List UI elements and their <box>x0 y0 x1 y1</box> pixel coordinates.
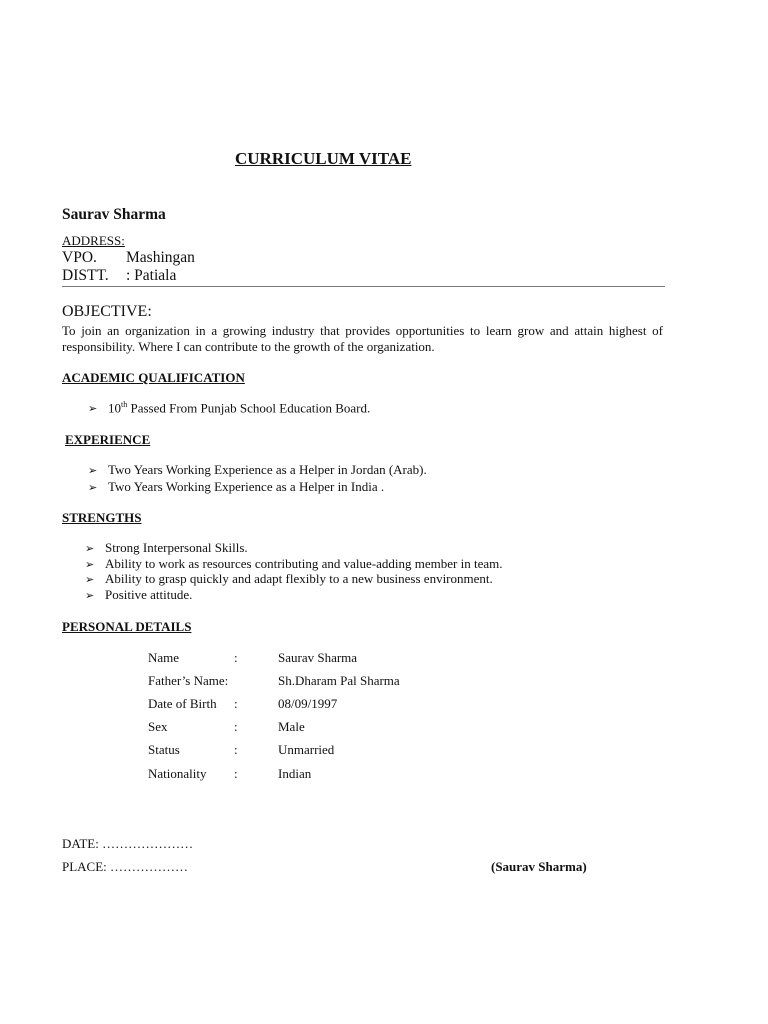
experience-heading: EXPERIENCE <box>65 432 151 447</box>
strength-item: ➢ Ability to work as resources contributing and value-adding member in team. <box>85 556 503 571</box>
bullet-arrow-icon: ➢ <box>85 543 95 555</box>
address-label: ADDRESS: <box>62 233 125 248</box>
academic-heading: ACADEMIC QUALIFICATION <box>62 370 245 385</box>
signature-name: (Saurav Sharma) <box>491 859 587 874</box>
address-line-distt <box>62 267 176 285</box>
objective-text: To join an organization in a growing industry that provides opportunities to learn grow and attain highest of responsibility. Where I can contribute to the growth of the organization. <box>62 323 663 354</box>
personal-value: Sh.Dharam Pal Sharma <box>278 673 400 688</box>
bullet-arrow-icon: ➢ <box>88 465 98 477</box>
personal-key: Father’s Name: <box>148 673 229 688</box>
horizontal-divider <box>62 286 665 287</box>
personal-value: Saurav Sharma <box>278 650 358 665</box>
strength-item: ➢ Ability to grasp quickly and adapt flexibly to a new business environment. <box>85 571 493 586</box>
personal-colon: : <box>234 766 238 781</box>
bullet-arrow-icon: ➢ <box>85 559 95 571</box>
personal-colon: : <box>234 696 238 711</box>
personal-key: Nationality <box>148 766 207 781</box>
address-value: : Patiala <box>126 267 177 284</box>
experience-item: ➢ Two Years Working Experience as a Helper in Jordan (Arab). <box>88 462 427 477</box>
document-title: CURRICULUM VITAE <box>235 149 412 168</box>
personal-key: Sex <box>148 719 168 734</box>
bullet-arrow-icon: ➢ <box>85 590 95 602</box>
address-key: DISTT. <box>62 267 109 284</box>
experience-item: ➢ Two Years Working Experience as a Helper in India . <box>88 479 385 494</box>
personal-colon: : <box>234 650 238 665</box>
objective-heading: OBJECTIVE: <box>62 303 152 320</box>
bullet-arrow-icon: ➢ <box>85 574 95 586</box>
personal-key: Status <box>148 742 180 757</box>
personal-key: Name <box>148 650 180 665</box>
strength-item: ➢ Strong Interpersonal Skills. <box>85 540 248 555</box>
personal-value: 08/09/1997 <box>278 696 338 711</box>
personal-details-heading: PERSONAL DETAILS <box>62 619 192 634</box>
personal-colon: : <box>234 742 238 757</box>
personal-value: Indian <box>278 766 312 781</box>
date-field: DATE: ………………… <box>62 836 194 851</box>
address-value: Mashingan <box>126 249 195 266</box>
bullet-arrow-icon: ➢ <box>88 403 98 416</box>
bullet-arrow-icon: ➢ <box>88 482 98 494</box>
personal-key: Date of Birth <box>148 696 217 711</box>
address-line-vpo <box>62 249 195 267</box>
strengths-heading: STRENGTHS <box>62 510 142 525</box>
personal-value: Unmarried <box>278 742 335 757</box>
academic-item: ➢ 10th Passed From Punjab School Education Board. <box>88 400 371 416</box>
personal-value: Male <box>278 719 305 734</box>
candidate-name: Saurav Sharma <box>62 206 166 223</box>
personal-colon: : <box>234 719 238 734</box>
place-field: PLACE: ……………… <box>62 859 189 874</box>
strength-item: ➢ Positive attitude. <box>85 587 193 602</box>
address-key: VPO. <box>62 249 97 266</box>
